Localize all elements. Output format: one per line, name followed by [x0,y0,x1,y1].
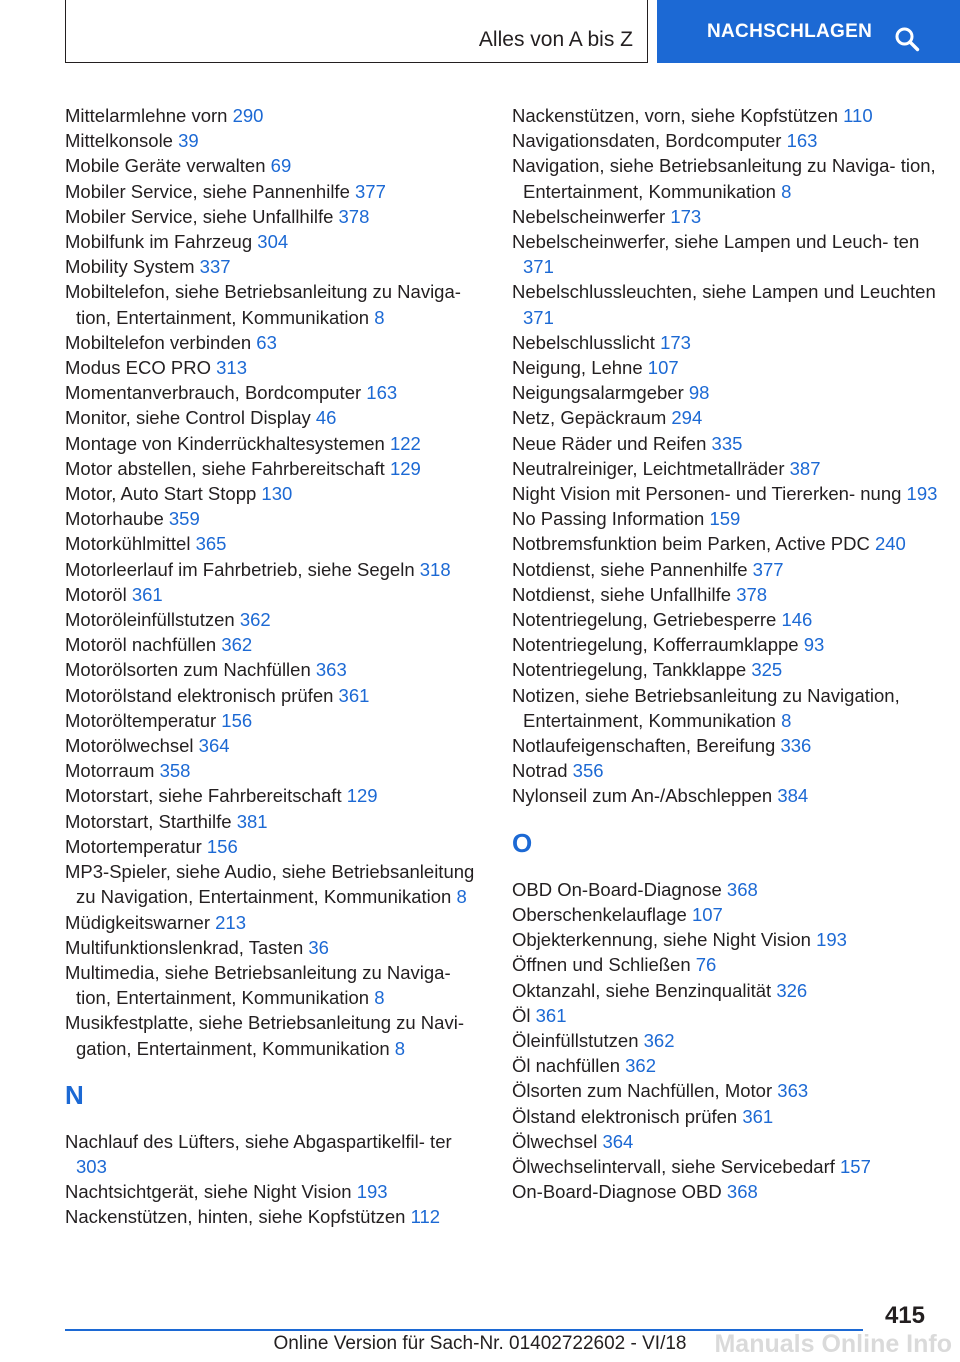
index-entry-text: Mittelarmlehne vorn [65,105,228,126]
index-entry-text: Mobile Geräte verwalten [65,155,266,177]
index-entry-text: Oberschenkelauflage [512,903,687,925]
index-entry-text: Motorölstand elektronisch prüfen [65,684,334,706]
index-entry-text: Mittelkonsole [65,130,173,152]
index-entry-text: Motoröl nachfüllen [65,634,217,656]
page-link[interactable]: 193 [906,483,938,505]
index-column-right [512,103,942,1204]
index-entry [512,783,942,808]
watermark: Manuals Online Info [714,1330,952,1358]
page-link[interactable]: 364 [198,735,230,757]
index-entry [512,607,942,632]
index-entry-text: Öl nachfüllen [512,1055,620,1077]
page-link[interactable]: 173 [660,331,691,353]
index-entry-text: Oktanzahl, siehe Benzinqualität [512,979,772,1001]
index-entry [65,758,485,783]
page-link[interactable]: 8 [456,886,467,908]
index-entry [65,405,485,430]
index-entry-text: Nylonseil zum An-/Abschleppen [512,785,773,807]
index-entry [65,279,485,329]
index-entry [512,1179,942,1204]
header-section-box [65,0,648,63]
index-entry-text: Nackenstützen, vorn, siehe Kopfstützen [512,105,838,126]
page-link[interactable]: 326 [776,979,808,1001]
index-entry-text: Ölwechsel [512,1130,598,1152]
search-icon [894,26,920,52]
page-link[interactable]: 39 [178,130,199,152]
page-link[interactable]: 240 [874,533,906,555]
index-entry [512,758,942,783]
index-entry-text: Ölwechselintervall, siehe Servicebedarf [512,1155,835,1177]
index-entry [512,229,942,279]
page-link[interactable]: 163 [786,130,818,152]
online-version-note: Online Version für Sach-Nr. 01402722602 - VI/18 [273,1333,687,1354]
index-entry [512,1053,942,1078]
index-entry [512,405,942,430]
index-entry-text: Motorölsorten zum Nachfüllen [65,659,311,681]
page-link[interactable]: 173 [670,205,702,227]
index-entry [65,380,485,405]
index-entry [512,380,942,405]
index-entry-text: No Passing Information [512,508,705,530]
index-entry [512,456,942,481]
index-entry [65,1129,485,1179]
index-entry [512,1154,942,1179]
index-entry-text: Öffnen und Schließen [512,954,691,976]
index-entry [512,657,942,682]
index-entry-text: Nebelscheinwerfer, siehe Lampen und Leuch‐ ten [512,231,920,253]
index-entry [512,683,942,733]
page-link[interactable]: 110 [843,105,873,126]
index-entry [512,506,942,531]
index-entry [512,1003,942,1028]
index-entry [65,632,485,657]
index-entry [65,607,485,632]
page-link[interactable]: 335 [711,432,743,454]
index-entry-text: Mobiltelefon, siehe Betriebsanleitung zu Naviga‐ tion, Entertainment, Kommunikation [65,281,461,328]
page-link[interactable]: 36 [308,936,329,958]
page-link[interactable]: 294 [671,407,703,429]
page-link[interactable]: 156 [221,709,253,731]
index-entry-text: Mobiler Service, siehe Unfallhilfe [65,205,334,227]
index-entry-text: Motor, Auto Start Stopp [65,483,257,505]
page-link[interactable]: 365 [195,533,227,555]
page-link[interactable]: 387 [789,457,821,479]
index-entry-text: Notentriegelung, Getriebesperre [512,609,777,631]
index-entry [512,431,942,456]
page-link[interactable]: 364 [602,1130,634,1152]
page-link[interactable]: 8 [374,987,385,1009]
page-link[interactable]: 371 [523,306,554,328]
index-entry-text: Motorstart, siehe Fahrbereitschaft [65,785,342,807]
page-link[interactable]: 290 [232,105,264,126]
index-entry [65,355,485,380]
page-link[interactable]: 325 [751,659,783,681]
page-link[interactable]: 130 [261,483,293,505]
page-link[interactable]: 122 [389,432,421,454]
index-entry-text: MP3-Spieler, siehe Audio, siehe Betriebsanleitung zu Navigation, Entertainment, Kommunikation [65,861,475,908]
page-link[interactable]: 361 [535,1004,567,1026]
index-entry [65,128,485,153]
tab-label: NACHSCHLAGEN [707,20,873,42]
index-entry-text: Multifunktionslenkrad, Tasten [65,936,304,958]
page-link[interactable]: 8 [374,306,385,328]
page-link[interactable]: 146 [781,609,813,631]
index-entry-text: Neigung, Lehne [512,357,643,379]
page-link[interactable]: 69 [270,155,292,177]
page-link[interactable]: 213 [215,911,246,933]
page-link[interactable]: 129 [346,785,378,807]
index-entry [512,204,942,229]
index-entry [512,1078,942,1103]
index-entry-text: Nackenstützen, hinten, siehe Kopfstützen [65,1206,406,1228]
index-entry [65,708,485,733]
index-entry-text: Nebelschlussleuchten, siehe Lampen und Leuchten [512,281,936,303]
page-link[interactable]: 193 [816,929,847,951]
page-link[interactable]: 156 [206,835,238,857]
page-link[interactable]: 112 [410,1206,441,1228]
section-title: Alles von A bis Z [478,28,633,51]
page-link[interactable]: 8 [781,180,792,202]
index-entry [65,935,485,960]
page-link[interactable]: 363 [777,1080,809,1102]
index-entry [512,330,942,355]
page-link[interactable]: 368 [726,878,758,900]
index-entry-text: OBD On-Board-Diagnose [512,878,722,900]
index-entry-text: Navigationsdaten, Bordcomputer [512,130,782,152]
index-entry [512,978,942,1003]
index-entry-text: Motorkühlmittel [65,533,191,555]
index-entry-text: Neue Räder und Reifen [512,432,707,454]
index-entry [65,1179,485,1204]
index-entry [512,153,942,203]
index-entry [512,1104,942,1129]
page-link[interactable]: 304 [257,231,289,253]
index-entry-text: Monitor, siehe Control Display [65,407,311,429]
index-entry-text: Notizen, siehe Betriebsanleitung zu Navigation, Entertainment, Kommunikation [512,684,900,731]
index-entry-text: Öleinfüllstutzen [512,1029,639,1051]
index-entry-text: Öl [512,1004,531,1026]
index-entry-text: Müdigkeitswarner [65,911,210,933]
page-link[interactable]: 98 [688,382,710,404]
index-entry-text: Mobilfunk im Fahrzeug [65,231,253,253]
page-link[interactable]: 303 [76,1155,107,1177]
index-entry [65,506,485,531]
page-link[interactable]: 377 [752,558,784,580]
index-entry [512,582,942,607]
index-entry [512,877,942,902]
index-entry-text: Multimedia, siehe Betriebsanleitung zu Naviga‐ tion, Entertainment, Kommunikation [65,961,451,1009]
page-link[interactable]: 159 [709,508,741,530]
index-entry-text: Musikfestplatte, siehe Betriebsanleitung zu Navi‐ gation, Entertainment, Kommunikation [65,1012,464,1059]
page-link[interactable]: 163 [366,382,398,404]
index-entry [65,254,485,279]
index-entry-text: Notlaufeigenschaften, Bereifung [512,735,776,757]
page-link[interactable]: 313 [216,357,248,379]
index-entry [65,179,485,204]
page-number: 415 [884,1302,925,1329]
index-entry [65,557,485,582]
index-entry [512,481,942,506]
index-entry [512,355,942,380]
page-link[interactable]: 368 [726,1181,758,1203]
index-entry-text: Motoröleinfüllstutzen [65,609,235,631]
index-entry-text: Neutralreiniger, Leichtmetallräder [512,457,785,479]
index-entry-text: Nachtsichtgerät, siehe Night Vision [65,1181,352,1203]
page-link[interactable]: 318 [419,558,451,580]
index-entry-text: Motorhaube [65,508,164,530]
index-entry-text: Modus ECO PRO [65,357,211,379]
index-entry [65,733,485,758]
page-link[interactable]: 362 [239,609,271,631]
index-entry [65,582,485,607]
index-entry-text: Notentriegelung, Kofferraumklappe [512,634,799,656]
index-entry [65,103,485,128]
page-link[interactable]: 8 [781,709,792,731]
index-entry-text: Motorölwechsel [65,735,194,757]
index-entry-text: Motor abstellen, siehe Fahrbereitschaft [65,457,385,479]
index-entry [512,902,942,927]
index-entry [512,1028,942,1053]
index-entry [65,859,485,909]
page-link[interactable]: 371 [523,256,554,278]
index-entry [512,128,942,153]
index-entry [512,927,942,952]
page-link[interactable]: 362 [643,1029,675,1051]
page-link[interactable]: 337 [199,256,231,278]
page-link[interactable]: 378 [736,583,768,605]
page-link[interactable]: 336 [780,735,812,757]
index-entry [65,910,485,935]
page-link[interactable]: 361 [742,1105,774,1127]
index-entry [65,683,485,708]
page-link[interactable]: 384 [777,785,809,807]
page-link[interactable]: 356 [572,760,604,782]
page-link[interactable]: 381 [236,810,268,832]
index-entry-text: Motoröltemperatur [65,709,217,731]
index-entry [65,456,485,481]
page-link[interactable]: 93 [803,634,825,656]
page-link[interactable]: 362 [625,1055,656,1077]
index-entry [512,557,942,582]
page-link[interactable]: 378 [338,205,370,227]
page-link[interactable]: 8 [394,1037,406,1059]
index-entry-text: On-Board-Diagnose OBD [512,1181,722,1203]
index-entry-text: Night Vision mit Personen- und Tiererken‐ nung [512,483,902,505]
index-entry [65,531,485,556]
page-link[interactable]: 46 [315,407,337,429]
page-link[interactable]: 129 [389,457,421,479]
page-link[interactable]: 107 [691,903,723,925]
index-entry [65,657,485,682]
index-entry-text: Motorleerlauf im Fahrbetrieb, siehe Segeln [65,558,415,580]
index-entry [65,431,485,456]
index-entry-text: Netz, Gepäckraum [512,407,667,429]
index-entry-text: Notbremsfunktion beim Parken, Active PDC [512,533,870,555]
page-link[interactable]: 363 [315,659,347,681]
page-link[interactable]: 76 [695,954,717,976]
index-entry-text: Navigation, siehe Betriebsanleitung zu Naviga‐ tion, Entertainment, Kommunikation [512,155,936,202]
index-entry-text: Motorraum [65,760,155,782]
index-entry-text: Montage von Kinderrückhaltesystemen [65,432,385,454]
index-entry-text: Mobiler Service, siehe Pannenhilfe [65,180,350,202]
index-entry [65,481,485,506]
index-entry-text: Notrad [512,760,568,782]
page-link[interactable]: 358 [159,760,191,782]
index-entry-text: Notentriegelung, Tankklappe [512,659,747,681]
index-entry [65,330,485,355]
page-link[interactable]: 377 [355,180,386,202]
nachschlagen-tab[interactable] [657,0,960,63]
index-entry-text: Motoröl [65,583,127,605]
index-entry-text: Motorstart, Starthilfe [65,810,232,832]
index-entry [65,204,485,229]
page-link[interactable]: 361 [131,583,163,605]
page-link[interactable]: 193 [356,1181,388,1203]
index-entry-text: Notdienst, siehe Unfallhilfe [512,583,732,605]
index-entry-text: Mobility System [65,256,195,278]
index-entry [512,279,942,329]
index-letter-heading: O [512,827,533,858]
page-link[interactable]: 157 [840,1155,871,1177]
index-entry [65,834,485,859]
page-link[interactable]: 63 [256,331,277,353]
index-entry [65,783,485,808]
index-entry [65,809,485,834]
index-entry [512,733,942,758]
index-entry-text: Mobiltelefon verbinden [65,331,252,353]
index-entry-text: Momentanverbrauch, Bordcomputer [65,382,362,404]
index-entry-text: Notdienst, siehe Pannenhilfe [512,558,748,580]
index-entry-text: Motortemperatur [65,835,202,857]
index-entry [65,229,485,254]
index-entry-text: Ölstand elektronisch prüfen [512,1105,738,1127]
index-entry [512,103,942,128]
index-letter-heading: N [65,1079,84,1110]
page-link[interactable]: 362 [221,634,253,656]
index-entry [512,1129,942,1154]
index-entry [65,960,485,1010]
index-entry [65,1204,485,1229]
index-entry-text: Nachlauf des Lüfters, siehe Abgaspartikelfil‐ ter [65,1130,452,1152]
index-entry [512,531,942,556]
index-entry [512,952,942,977]
index-entry [65,1010,485,1060]
page-link[interactable]: 361 [338,684,370,706]
page-link[interactable]: 107 [647,357,679,379]
index-entry [512,632,942,657]
index-entry-text: Nebelschlusslicht [512,331,655,353]
index-entry [65,153,485,178]
index-entry-text: Objekterkennung, siehe Night Vision [512,929,811,951]
index-entry-text: Ölsorten zum Nachfüllen, Motor [512,1080,773,1102]
page-link[interactable]: 359 [168,508,200,530]
index-entry-text: Nebelscheinwerfer [512,205,666,227]
index-entry-text: Neigungsalarmgeber [512,382,684,404]
index-column-left [65,103,485,1230]
